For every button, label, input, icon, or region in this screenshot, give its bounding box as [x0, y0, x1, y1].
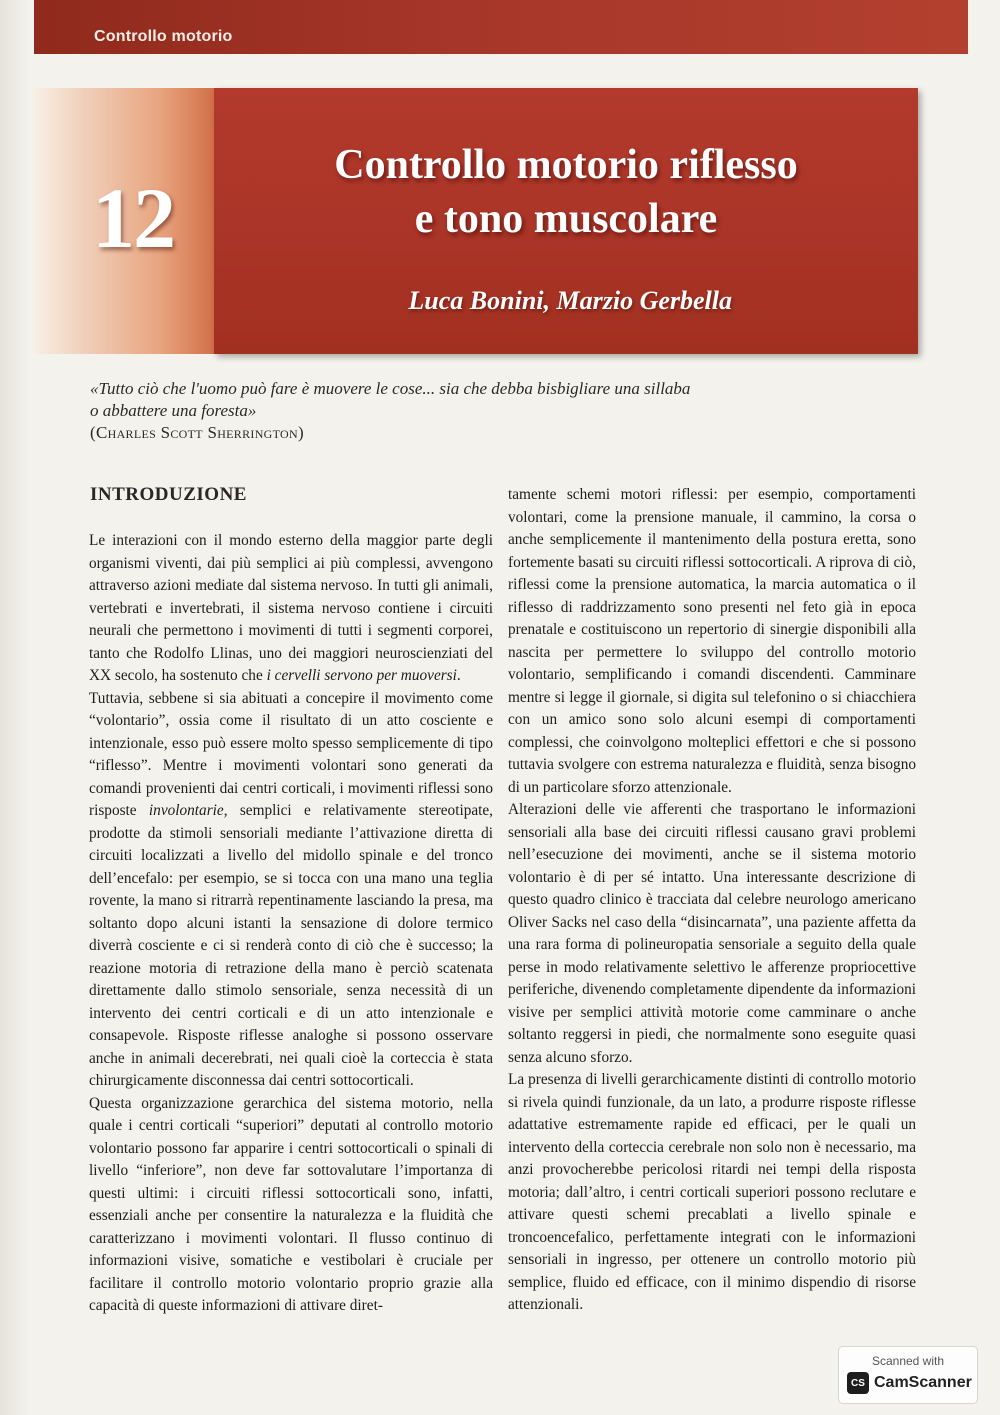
paragraph-text: .	[456, 667, 461, 684]
paragraph-text: Tuttavia, sebbene si sia abituati a concepire il movimento come “volontario”, ossia come il risultato di un atto cosciente e intenzionale, esso può essere molto spesso semplicemente di tipo “riflesso”. Mentre i movimenti volontari sono generati da comandi provenienti dai centri corticali, i movimenti riflessi sono risposte	[89, 689, 493, 819]
running-header-bar	[34, 0, 968, 54]
epigraph-quote-line-2: o abbattere una foresta»	[90, 401, 257, 420]
watermark-brand: CamScanner	[874, 1374, 972, 1391]
epigraph	[90, 378, 850, 444]
left-text-column	[89, 530, 493, 1318]
watermark-caption: Scanned with	[871, 1354, 945, 1368]
paragraph-italic-text: involontarie	[148, 802, 224, 819]
chapter-number: 12	[92, 170, 174, 266]
chapter-title-box	[214, 88, 918, 354]
paragraph	[89, 530, 493, 688]
paragraph: tamente schemi motori riflessi: per esempio, comportamenti volontari, come la prensione manuale, il cammino, la corsa o anche semplicemente il mantenimento della postura eretta, sono fortemente basati su circuiti riflessi sottocorticali. A riprova di ciò, riflessi come la prensione automatica, la marcia automatica o il riflesso di raddrizzamento sono presenti nel feto già in epoca prenatale e costituiscono un repertorio di sinergie disponibili alla nascita per permettere lo sviluppo del controllo motorio volontario, semplificando i comandi discendenti. Camminare mentre si legge il giornale, si digita sul telefonino o si chiacchiera con un amico sono solo alcuni esempi di comportamenti complessi, che coinvolgono molteplici effettori e che si possono tuttavia svolgere con estrema naturalezza e fluidità, senza bisogno di un particolare sforzo attenzionale.	[508, 486, 916, 796]
paragraph: Questa organizzazione gerarchica del sistema motorio, nella quale i centri corticali “superiori” deputati al controllo motorio volontario possono far apparire i centri sottocorticali o spinali di livello “inferiore”, non deve far sottovalutare l’importanza di questi ultimi: i circuiti riflessi sottocorticali sono, infatti, essenziali anche per consentire la naturalezza e la fluidità che caratterizzano i movimenti volontari. Il flusso continuo di informazioni visive, somatiche e vestibolari è cruciale per facilitare il controllo motorio volontario proprio grazie alla capacità di queste informazioni di attivare diret-	[89, 1094, 493, 1314]
page-edge	[0, 0, 30, 1415]
chapter-title-line-2: e tono muscolare	[414, 196, 718, 242]
paragraph-text: Le interazioni con il mondo esterno della maggior parte degli organismi viventi, dai più semplici ai più complessi, avvengono attraverso azioni mediate dal sistema nervoso. In tutti gli animali, vertebrati e invertebrati, il sistema nervoso contiene i circuiti neurali che permettono i movimenti di tutti i segmenti corporei, tanto che Rodolfo Llinas, uno dei maggiori neuroscienziati del XX secolo, ha sostenuto che	[89, 532, 493, 684]
paragraph-italic-text: i cervelli servono per muoversi	[266, 667, 457, 684]
chapter-authors: Luca Bonini, Marzio Gerbella	[408, 286, 732, 315]
paragraph-text: , semplici e relativamente stereotipate, prodotte da stimoli sensoriali mediante l’attivazione diretta di circuiti localizzati a livello del midollo spinale e del tronco dell’encefalo: per esempio, se si tocca con una mano una teglia rovente, la mano si ritrarrà repentinamente lasciando la presa, ma soltanto dopo alcuni istanti la sensazione di dolore termico diverrà cosciente e ci si renderà conto di ciò che è successo; la reazione motoria di retrazione della mano è perciò scatenata direttamente dallo stimolo sensoriale, senza necessità di un intervento dei centri corticali e di un atto intenzionale e consapevole. Risposte riflesse analoghe si possono osservare anche in animali decerebrati, nei quali cioè la corteccia è stata chirurgicamente disconnessa dai centri sottocorticali.	[89, 802, 493, 1089]
paragraph	[89, 688, 493, 1093]
epigraph-source: (Charles Scott Sherrington)	[90, 423, 304, 442]
chapter-title-line-1: Controllo motorio riflesso	[334, 142, 798, 188]
epigraph-quote-line-1: «Tutto ciò che l'uomo può fare è muovere le cose... sia che debba bisbigliare una sillaba	[90, 379, 691, 398]
camscanner-logo-icon: CS	[847, 1372, 869, 1394]
camscanner-watermark	[838, 1346, 978, 1404]
running-header-text: Controllo motorio	[94, 28, 233, 45]
section-heading: INTRODUZIONE	[90, 484, 247, 505]
paragraph: La presenza di livelli gerarchicamente distinti di controllo motorio si rivela quindi funzionale, da un lato, a produrre risposte riflesse adattative estremamente rapide ed efficaci, per le quali un intervento della corteccia cerebrale non solo non è necessario, ma anzi provocherebbe pericolosi ritardi nei tempi della risposta motoria; dall’altro, i centri corticali superiori possono reclutare e attivare questi schemi precablati a livello spinale e troncoencefalico, perfettamente integrati con le informazioni sensoriali in ingresso, per ottenere un controllo motorio più semplice, fluido ed efficace, con il minimo dispendio di risorse attenzionali.	[508, 1071, 916, 1313]
right-text-column	[508, 484, 916, 1317]
watermark-brand-row	[847, 1372, 972, 1394]
paragraph: Alterazioni delle vie afferenti che trasportano le informazioni sensoriali alla base dei circuiti riflessi causano gravi problemi nell’esecuzione dei movimenti, anche se il sistema motorio volontario è di per sé intatto. Una interessante descrizione di questo quadro clinico è tracciata dal celebre neurologo americano Oliver Sacks nel caso della “disincarnata”, una paziente affetta da una rara forma di polineuropatia sensoriale a seguito della quale perse in modo relativamente selettivo le afferenze propriocettive periferiche, divenendo completamente dipendente da informazioni visive per semplici attività motorie come camminare o anche soltanto reggersi in piedi, che normalmente sono eseguite quasi senza alcuno sforzo.	[508, 801, 916, 1066]
chapter-title	[214, 138, 918, 246]
